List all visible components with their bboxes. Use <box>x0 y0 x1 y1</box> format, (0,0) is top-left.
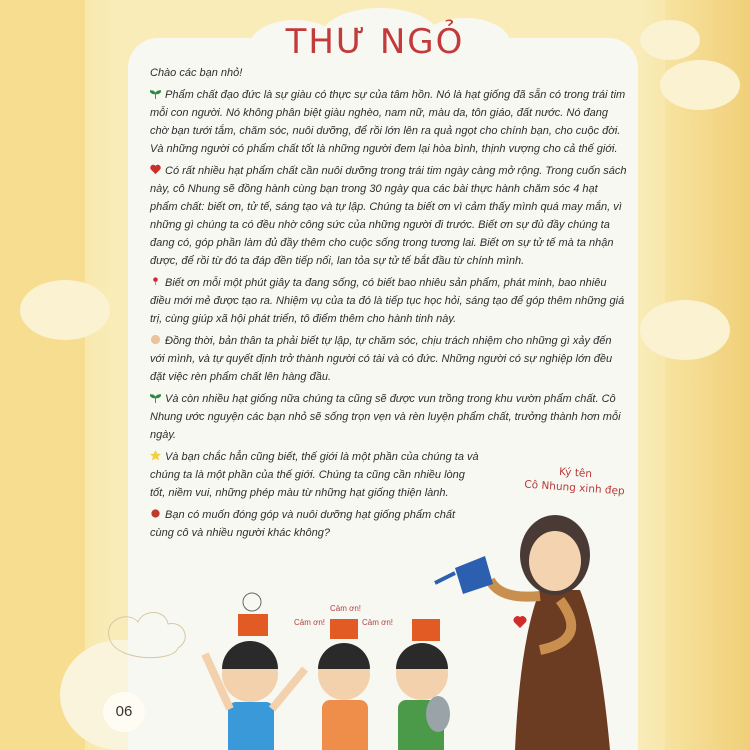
signature-name: Cô Nhung xinh đẹp <box>523 478 626 498</box>
child-figure <box>396 619 450 750</box>
heart-icon <box>514 616 527 628</box>
lightbulb-icon <box>243 593 261 611</box>
child-figure <box>318 619 370 750</box>
cat-icon <box>426 696 450 732</box>
greeting: Chào các bạn nhỏ! <box>150 67 243 79</box>
thanks-text: Cảm ơn! <box>330 604 362 613</box>
thanks-text: Cảm ơn! <box>294 618 326 627</box>
page-number: 06 <box>103 692 145 732</box>
paragraph: Phẩm chất đạo đức là sự giàu có thực sự của tâm hồn. Nó là hạt giống đã sẵn có trong trái tim mỗi con người. Nó không phân biệt giàu nghèo, nam nữ, màu da, tôn giáo, đất nước. Nó đang chờ bạn tưới tắm, chăm sóc, nuôi dưỡng, để rồi lớn lên ra quả ngọt cho chính bạn, cho cuộc đời. Và những người có phẩm chất tốt là những người đem lại hòa bình, thịnh vượng cho cả thế giới. <box>150 89 626 155</box>
paragraph: Đồng thời, bản thân ta phải biết tự lập, tự chăm sóc, chịu trách nhiệm cho những gì xảy đến với mình, và tự quyết định trở thành người có tài và có đức. Những người có sự nghiệp lớn đều đặt việc rèn phẩm chất lên hàng đầu. <box>150 335 613 383</box>
child-figure <box>205 593 305 750</box>
paragraph: Biết ơn mỗi một phút giây ta đang sống, có biết bao nhiêu sản phẩm, phát minh, bao nhiêu điều mới mẻ được tạo ra. Nhiệm vụ của ta đó là tiếp tục học hỏi, sáng tạo để góp thêm những giá trị, cùng giúp xã hội phát triển, tô điểm thêm cho hành tinh này. <box>150 277 625 325</box>
cloud-outline <box>108 612 185 657</box>
watering-can-icon <box>435 556 493 594</box>
paragraph: Và còn nhiều hạt giống nữa chúng ta cũng sẽ được vun trồng trong khu vườn phẩm chất. Cô Nhung ước nguyện các bạn nhỏ sẽ sống trọn vẹn và rèn luyện phẩm chất, trưởng thành hơn mỗi ngày. <box>150 393 621 441</box>
page-title: THƯ NGỎ <box>285 22 465 62</box>
paragraph: Có rất nhiều hạt phẩm chất cần nuôi dưỡng trong trái tim ngày càng mở rộng. Trong cuốn sách này, cô Nhung sẽ đồng hành cùng bạn trong 30 ngày qua các bài thực hành chăm sóc 4 hạt phẩm chất: biết ơn, tử tế, sáng tạo và tự lập. Chúng ta biết ơn vì cảm thấy mình quá may mắn, vì những gì chúng ta có đều nhờ công sức của những người đi trước. Biết ơn sự đủ đầy chúng ta đang có, góp phần làm đủ đầy thêm cho cuộc sống trong tương lai. Biết ơn sự tử tế mà ta nhận được, để rồi từ đó ta đáp đền tiếp nối, lan tỏa sự tử tế bắt đầu từ chính mình. <box>150 165 627 267</box>
thanks-text: Cảm ơn! <box>362 618 394 627</box>
paragraph: Bạn có muốn đóng góp và nuôi dưỡng hạt giống phẩm chất cùng cô và nhiều người khác không? <box>150 509 456 539</box>
signature-line: Ký tên <box>558 465 593 481</box>
paragraph: Và bạn chắc hẳn cũng biết, thế giới là một phần của chúng ta và chúng ta là một phần của thế giới. Chúng ta cũng cần nhiều lòng tốt, niềm vui, những phép màu từ những hạt giống thiện lành. <box>150 451 479 499</box>
teacher-figure <box>490 515 610 750</box>
